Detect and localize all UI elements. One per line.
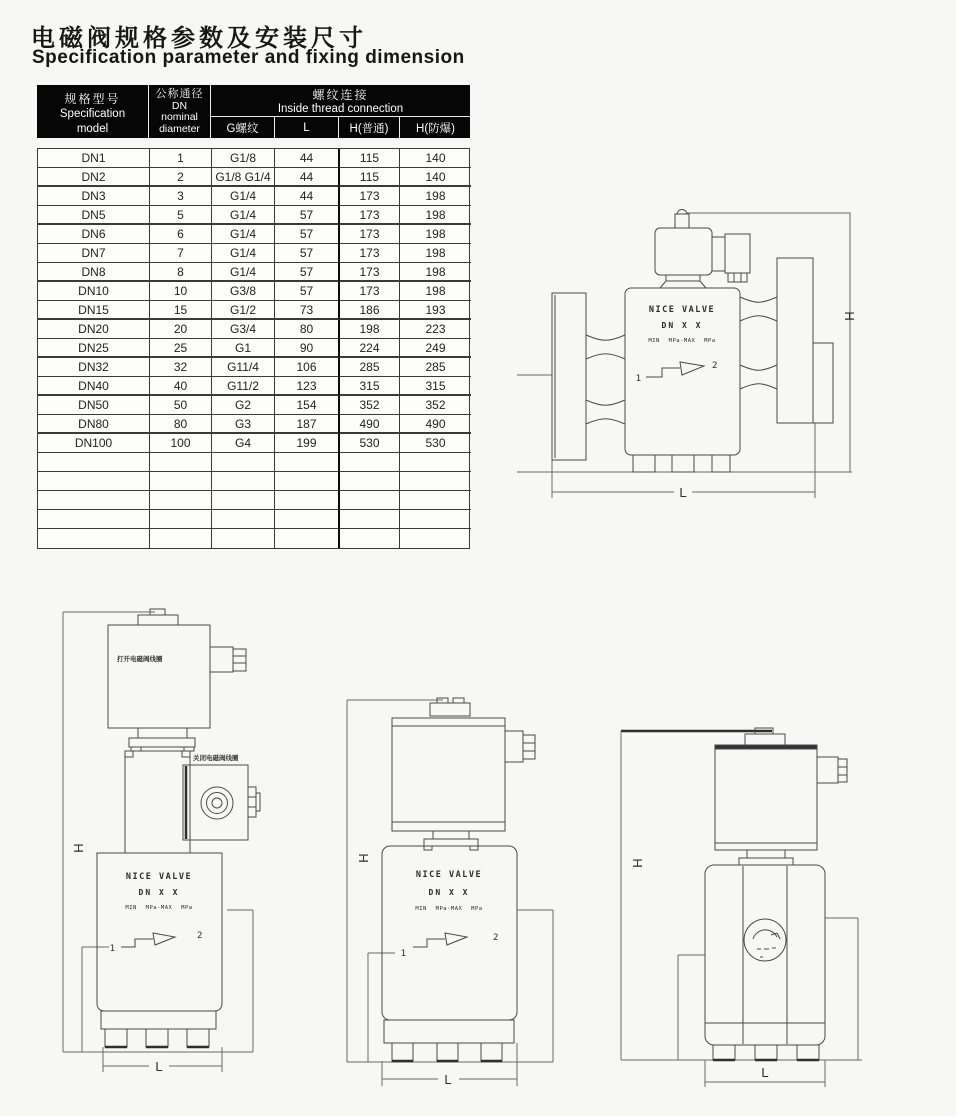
table-cell-h_ex: 530 [399, 434, 471, 453]
header-model-column [37, 85, 148, 139]
port-2-label: 2 [197, 931, 203, 941]
table-cell-h_ex: 198 [399, 244, 471, 263]
table-row [38, 282, 469, 301]
flow-arrow [121, 933, 175, 947]
table-cell-dn: 80 [149, 415, 211, 434]
table-cell-g: G1/8 [211, 149, 274, 168]
dim-l-label: L [155, 1059, 163, 1074]
table-cell-h_normal [338, 510, 399, 529]
table-cell-g: G1/4 [211, 225, 274, 244]
header-dn-l3: diameter [159, 122, 200, 135]
table-row [38, 263, 469, 282]
table-cell-model: DN32 [38, 358, 149, 377]
table-cell-l: 57 [274, 263, 338, 282]
sub-header-l: L [274, 117, 338, 139]
table-cell-g: G1/2 [211, 301, 274, 320]
table-cell-l: 123 [274, 377, 338, 396]
table-cell-g: G3/8 [211, 282, 274, 301]
table-row-empty [38, 529, 469, 548]
table-row [38, 396, 469, 415]
table-cell-dn: 7 [149, 244, 211, 263]
valve-body [625, 288, 740, 472]
table-cell-model: DN2 [38, 168, 149, 187]
table-cell-g: G1/8 G1/4 [211, 168, 274, 187]
table-cell-g: G3/4 [211, 320, 274, 339]
solenoid-coil [655, 210, 750, 289]
table-cell-g: G1/4 [211, 206, 274, 225]
coil-close-label: 关闭电磁阀线圈 [193, 755, 239, 762]
table-cell-model: DN15 [38, 301, 149, 320]
table-cell-model [38, 453, 149, 472]
table-cell-g: G2 [211, 396, 274, 415]
table-cell-dn: 25 [149, 339, 211, 358]
table-cell-g [211, 491, 274, 510]
table-cell-h_normal: 173 [338, 187, 399, 206]
table-cell-model: DN80 [38, 415, 149, 434]
table-cell-h_normal: 315 [338, 377, 399, 396]
table-body [37, 148, 470, 549]
dimension-lines [63, 612, 253, 1072]
table-cell-model: DN3 [38, 187, 149, 206]
valve-body [97, 853, 222, 1047]
table-cell-h_ex [399, 491, 471, 510]
left-flange [552, 293, 586, 460]
table-row [38, 339, 469, 358]
upper-tube [125, 751, 190, 853]
table-cell-h_ex: 285 [399, 358, 471, 377]
table-cell-model: DN20 [38, 320, 149, 339]
table-cell-l [274, 510, 338, 529]
table-cell-h_ex: 193 [399, 301, 471, 320]
table-cell-model: DN5 [38, 206, 149, 225]
table-cell-l [274, 529, 338, 548]
table-cell-h_ex: 198 [399, 282, 471, 301]
sub-header-h-ex: H(防爆) [399, 117, 471, 139]
table-cell-dn: 50 [149, 396, 211, 415]
valve-pressure-label: MIN MPa-MAX MPa [648, 338, 716, 344]
table-cell-h_normal: 173 [338, 244, 399, 263]
table-cell-h_ex: 315 [399, 377, 471, 396]
table-row-empty [38, 453, 469, 472]
valve-name-label: NICE VALVE [125, 872, 193, 882]
valve-pressure-label: MIN MPa-MAX MPa [415, 906, 483, 912]
table-cell-g: G1/4 [211, 263, 274, 282]
table-cell-h_ex: 198 [399, 263, 471, 282]
table-cell-h_ex: 140 [399, 149, 471, 168]
table-cell-h_normal: 115 [338, 168, 399, 187]
table-cell-h_ex: 249 [399, 339, 471, 358]
table-cell-model: DN8 [38, 263, 149, 282]
dim-h-label: H [71, 843, 86, 853]
page-title-zh: 电磁阀规格参数及安装尺寸 [31, 25, 367, 52]
table-cell-h_normal: 490 [338, 415, 399, 434]
table-cell-dn: 1 [149, 149, 211, 168]
table-row [38, 244, 469, 263]
table-cell-dn [149, 472, 211, 491]
table-cell-g: G11/4 [211, 358, 274, 377]
table-cell-model: DN1 [38, 149, 149, 168]
table-row [38, 168, 469, 187]
table-cell-h_ex: 352 [399, 396, 471, 415]
table-cell-dn: 32 [149, 358, 211, 377]
table-cell-model: DN100 [38, 434, 149, 453]
table-cell-l: 57 [274, 225, 338, 244]
port-1-label: 1 [635, 374, 641, 384]
table-cell-model: DN25 [38, 339, 149, 358]
table-cell-dn: 8 [149, 263, 211, 282]
open-coil [108, 609, 246, 751]
table-cell-h_ex [399, 529, 471, 548]
table-cell-model [38, 510, 149, 529]
header-model-zh: 规格型号 [64, 91, 121, 106]
header-thread-en: Inside thread connection [277, 103, 404, 115]
dim-h-label: H [630, 858, 645, 868]
valve-dn-label: DN X X [661, 321, 703, 330]
valve-dn-label: DN X X [428, 888, 470, 897]
sub-header-g: G螺纹 [226, 123, 259, 135]
table-cell-h_ex [399, 472, 471, 491]
drawing-single-coil-valve [335, 690, 580, 1110]
table-cell-h_ex: 198 [399, 225, 471, 244]
valve-pressure-label: MIN MPa-MAX MPa [125, 905, 193, 911]
table-cell-l [274, 491, 338, 510]
table-cell-h_ex [399, 510, 471, 529]
table-cell-dn: 3 [149, 187, 211, 206]
table-cell-dn: 5 [149, 206, 211, 225]
valve-name-label: NICE VALVE [648, 305, 716, 315]
table-cell-l: 187 [274, 415, 338, 434]
table-cell-l: 44 [274, 168, 338, 187]
table-row [38, 301, 469, 320]
table-cell-g: G1/4 [211, 187, 274, 206]
table-cell-model: DN50 [38, 396, 149, 415]
pipe-necks [586, 297, 777, 424]
dimension-lines [621, 731, 862, 1087]
table-cell-h_normal: 198 [338, 320, 399, 339]
table-cell-dn: 15 [149, 301, 211, 320]
table-cell-l [274, 472, 338, 491]
table-row-empty [38, 491, 469, 510]
table-cell-h_normal: 173 [338, 225, 399, 244]
valve-body [705, 865, 825, 1060]
table-cell-g: G3 [211, 415, 274, 434]
drawing-side-view [500, 185, 956, 505]
table-cell-dn: 40 [149, 377, 211, 396]
table-cell-dn [149, 529, 211, 548]
table-cell-model [38, 472, 149, 491]
table-cell-h_normal: 115 [338, 149, 399, 168]
table-cell-l: 73 [274, 301, 338, 320]
table-cell-dn [149, 491, 211, 510]
header-dn-l1: DN [171, 99, 188, 112]
table-row [38, 187, 469, 206]
sub-header-h-normal: H(普通) [338, 117, 399, 139]
table-cell-g: G1 [211, 339, 274, 358]
right-flange [777, 258, 833, 423]
table-row [38, 415, 469, 434]
table-cell-h_normal: 285 [338, 358, 399, 377]
flow-arrow [413, 933, 467, 947]
table-cell-h_ex: 490 [399, 415, 471, 434]
header-thread-zh: 螺纹连接 [312, 88, 369, 102]
dim-h-label: H [356, 853, 371, 863]
table-cell-h_ex: 198 [399, 187, 471, 206]
table-row-empty [38, 472, 469, 491]
table-row [38, 377, 469, 396]
table-cell-h_ex: 140 [399, 168, 471, 187]
table-cell-dn: 20 [149, 320, 211, 339]
table-cell-model: DN40 [38, 377, 149, 396]
table-cell-model: DN10 [38, 282, 149, 301]
dim-l-label: L [444, 1072, 452, 1087]
dim-h-label: H [842, 311, 857, 321]
table-cell-l: 44 [274, 149, 338, 168]
header-model-en: Specification [59, 107, 126, 120]
close-coil [183, 765, 260, 840]
table-row-empty [38, 510, 469, 529]
table-cell-l: 80 [274, 320, 338, 339]
table-cell-g: G4 [211, 434, 274, 453]
header-sub-row [211, 116, 470, 139]
table-cell-model: DN7 [38, 244, 149, 263]
table-cell-g [211, 472, 274, 491]
header-model-en2: model [76, 122, 109, 135]
table-cell-model [38, 529, 149, 548]
table-row [38, 206, 469, 225]
solenoid-coil [392, 698, 535, 850]
table-row [38, 225, 469, 244]
drawing-dual-coil-valve [45, 605, 335, 1095]
solenoid-coil [715, 728, 847, 865]
header-thread-title [211, 85, 470, 116]
table-cell-h_normal [338, 472, 399, 491]
spec-table [37, 85, 470, 549]
table-row [38, 434, 469, 453]
header-dn-l2: nominal [161, 111, 198, 123]
table-cell-l: 90 [274, 339, 338, 358]
table-cell-h_normal [338, 491, 399, 510]
table-cell-l: 199 [274, 434, 338, 453]
table-cell-dn: 2 [149, 168, 211, 187]
page-title-en: Specification parameter and fixing dimension [32, 47, 465, 68]
table-cell-dn: 10 [149, 282, 211, 301]
table-cell-l: 154 [274, 396, 338, 415]
port-1-label: 1 [109, 944, 115, 954]
table-cell-h_normal: 352 [338, 396, 399, 415]
table-row [38, 358, 469, 377]
table-cell-g: G1/4 [211, 244, 274, 263]
table-cell-dn [149, 453, 211, 472]
table-cell-dn: 6 [149, 225, 211, 244]
table-cell-dn: 100 [149, 434, 211, 453]
valve-logo [744, 919, 786, 961]
header-dn-zh: 公称通径 [155, 88, 204, 100]
table-cell-h_normal [338, 529, 399, 548]
table-cell-g [211, 453, 274, 472]
table-cell-h_normal: 530 [338, 434, 399, 453]
table-cell-h_ex: 223 [399, 320, 471, 339]
table-cell-g: G11/2 [211, 377, 274, 396]
table-cell-dn [149, 510, 211, 529]
port-1-label: 1 [400, 949, 406, 959]
table-cell-l: 44 [274, 187, 338, 206]
header-dn-column [148, 85, 210, 139]
table-cell-h_normal: 186 [338, 301, 399, 320]
table-cell-h_ex [399, 453, 471, 472]
table-cell-l: 57 [274, 206, 338, 225]
table-cell-g [211, 529, 274, 548]
port-2-label: 2 [493, 933, 499, 943]
dim-l-label: L [761, 1065, 769, 1080]
table-cell-model: DN6 [38, 225, 149, 244]
table-cell-h_normal [338, 453, 399, 472]
table-cell-h_normal: 173 [338, 206, 399, 225]
table-cell-h_ex: 198 [399, 206, 471, 225]
table-cell-g [211, 510, 274, 529]
valve-dn-label: DN X X [138, 888, 180, 897]
valve-name-label: NICE VALVE [415, 870, 483, 880]
table-cell-l: 57 [274, 282, 338, 301]
port-2-label: 2 [712, 361, 718, 371]
dim-l-label: L [679, 485, 687, 500]
table-cell-l: 57 [274, 244, 338, 263]
table-cell-model [38, 491, 149, 510]
table-header [37, 85, 470, 138]
table-cell-h_normal: 173 [338, 263, 399, 282]
flow-arrow [646, 362, 704, 377]
header-thread-group [210, 85, 470, 139]
table-cell-h_normal: 173 [338, 282, 399, 301]
table-cell-l: 106 [274, 358, 338, 377]
coil-open-label: 打开电磁阀线圈 [117, 656, 163, 663]
table-row [38, 320, 469, 339]
drawing-front-view [600, 715, 956, 1110]
table-cell-h_normal: 224 [338, 339, 399, 358]
table-row [38, 149, 469, 168]
table-cell-l [274, 453, 338, 472]
